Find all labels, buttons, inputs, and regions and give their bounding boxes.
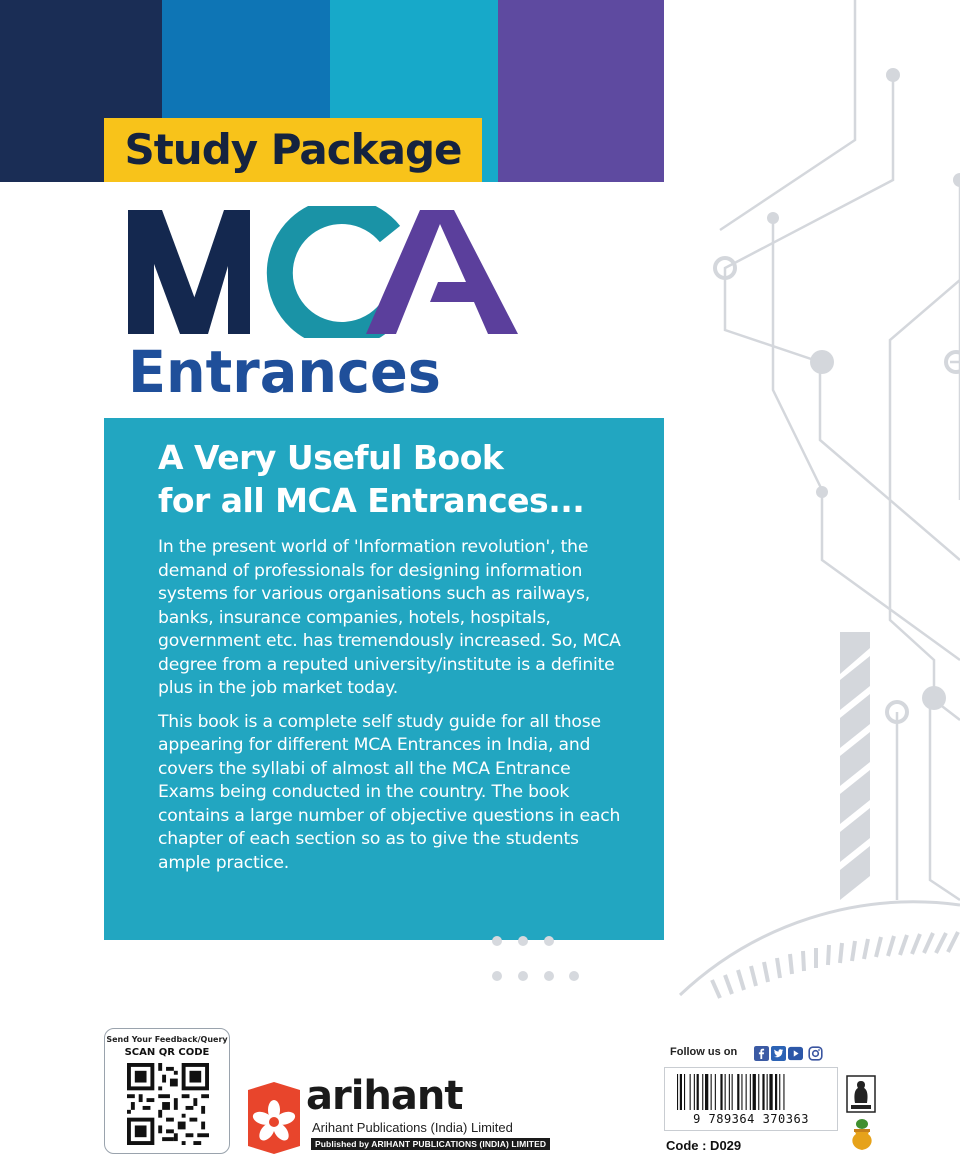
follow-us-label: Follow us on: [670, 1046, 738, 1058]
info-title-line-2: for all MCA Entrances...: [158, 481, 585, 520]
twitter-icon[interactable]: [771, 1046, 786, 1061]
kalash-icon: [848, 1118, 876, 1152]
logo-letter-c: [280, 211, 390, 335]
qr-code-icon[interactable]: [127, 1063, 209, 1145]
study-package-label: Study Package: [104, 118, 482, 182]
circuit-decoration: [660, 0, 960, 1010]
info-paragraph-2: This book is a complete self study guide for all those appearing for different MCA Entrances in India, and covers the syllabi of almost all the MCA Entrance Exams being conducted in the country. The book contains a large number of objective questions in each chapter of each section so as to give the students ample practice.: [158, 711, 621, 873]
publisher-company: Arihant Publications (India) Limited: [312, 1120, 513, 1135]
youtube-icon[interactable]: [788, 1046, 803, 1061]
qr-scan-text: SCAN QR CODE: [124, 1047, 210, 1058]
publisher-published-by: Published by ARIHANT PUBLICATIONS (INDIA) LIMITED: [311, 1138, 550, 1150]
instagram-icon[interactable]: [808, 1046, 823, 1061]
arihant-logo-icon: [248, 1082, 300, 1154]
header-stripe-4: [498, 0, 664, 182]
qr-feedback-box[interactable]: [104, 1028, 230, 1154]
barcode-icon: [675, 1074, 829, 1112]
logo-letter-m: [128, 210, 250, 334]
info-box: [104, 418, 664, 940]
barcode-box: [664, 1067, 838, 1131]
info-title: [158, 436, 624, 522]
logo-subtitle: Entrances: [128, 338, 441, 406]
isbn-number: 9 789364 370363: [693, 1112, 809, 1126]
info-title-line-1: A Very Useful Book: [158, 438, 504, 477]
info-paragraph-1: In the present world of 'Information revolution', the demand of professionals for designing information systems for various organisations such as railways, banks, insurance companies, hotels, hospitals, government etc. has tremendously increased. So, MCA degree from a reputed university/institute is a definite plus in the job market today.: [158, 537, 621, 698]
publisher-seal-icon: [846, 1075, 876, 1113]
facebook-icon[interactable]: [754, 1046, 769, 1061]
publisher-name: arihant: [306, 1073, 463, 1119]
qr-feedback-text: Send Your Feedback/Query: [106, 1035, 228, 1044]
book-code: Code : D029: [666, 1138, 742, 1153]
mca-logo: [128, 206, 528, 338]
